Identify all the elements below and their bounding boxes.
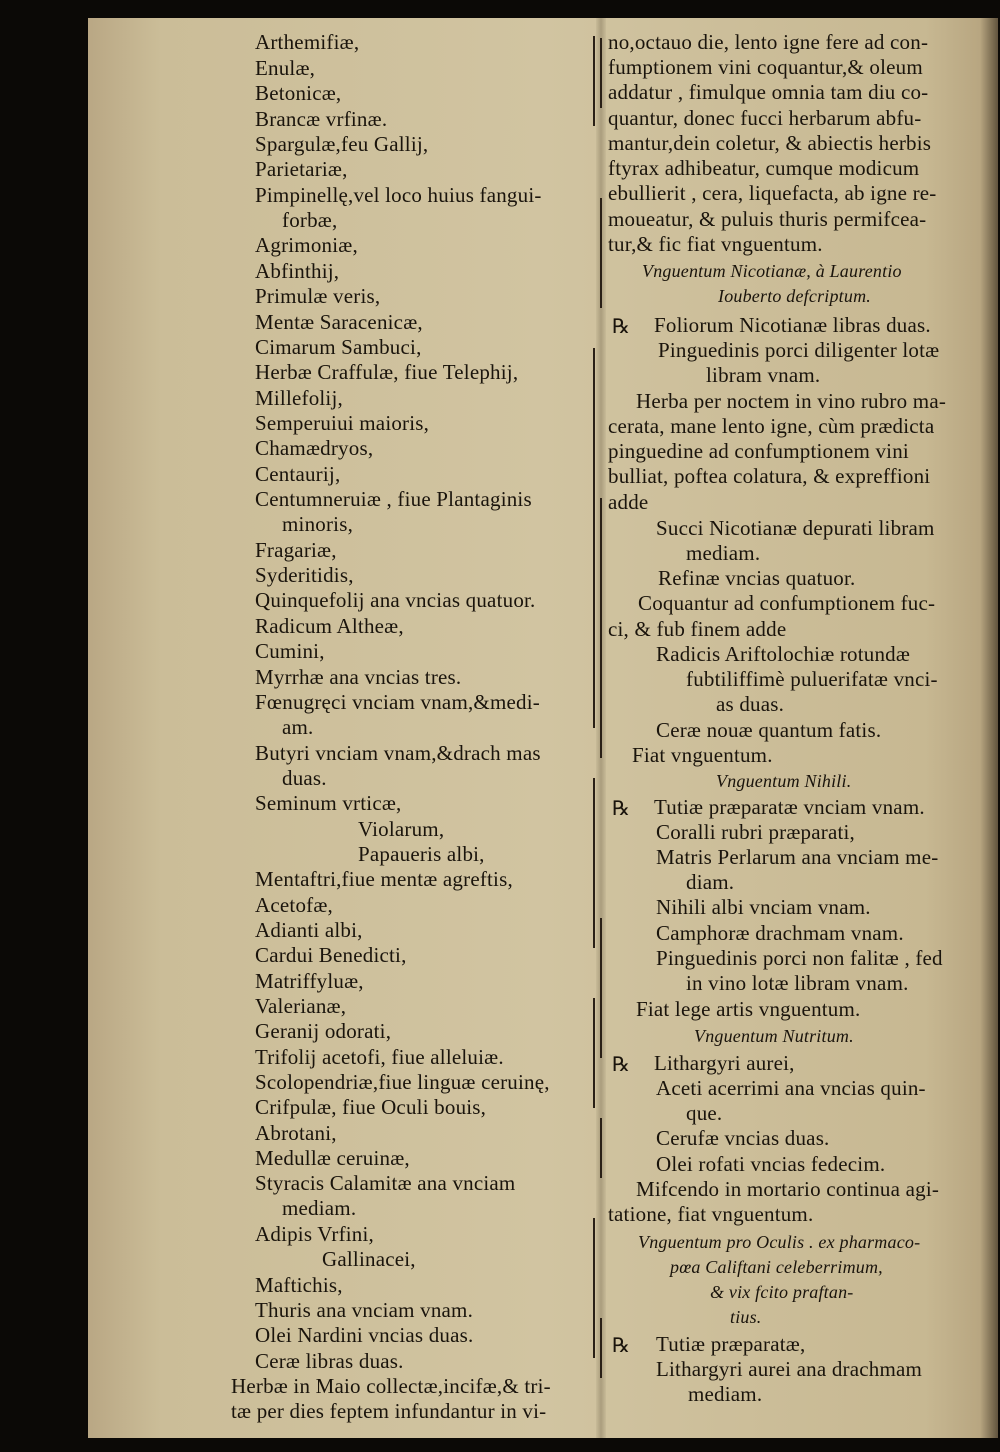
right-text-line: in vino lotæ libram vnam. — [686, 971, 909, 995]
recipe-symbol-icon: ℞ — [612, 1333, 630, 1357]
right-text-line: Vnguentum pro Oculis . ex pharmaco- — [638, 1232, 921, 1252]
right-text-line: Pinguedinis porci diligenter lotæ — [658, 338, 940, 362]
page-fold-shadow — [980, 18, 998, 1438]
left-text-line: Thuris ana vnciam vnam. — [255, 1298, 474, 1322]
right-text-line: mediam. — [686, 541, 761, 565]
left-text-line: Fœnugręci vnciam vnam,&medi- — [255, 690, 540, 714]
right-text-line: Aceti acerrimi ana vncias quin- — [656, 1076, 926, 1100]
left-text-line: duas. — [282, 766, 327, 790]
left-text-line: Spargulæ,feu Gallij, — [255, 132, 429, 156]
left-text-line: Geranij odorati, — [255, 1019, 392, 1043]
left-text-line: Violarum, — [358, 817, 445, 841]
right-text-line: ftyrax adhibeatur, cumque modicum — [608, 156, 920, 180]
right-text-line: addatur , fimulque omnia tam diu co- — [608, 80, 929, 104]
right-text-line: Nihili albi vnciam vnam. — [656, 895, 871, 919]
recipe-symbol-icon: ℞ — [612, 796, 630, 820]
left-text-line: Cimarum Sambuci, — [255, 335, 422, 359]
right-text-line: bulliat, poftea colatura, & expreffioni — [608, 464, 931, 488]
right-text-line: cerata, mane lento igne, cùm prædicta — [608, 414, 935, 438]
right-text-line: pœa Califtani celeberrimum, — [670, 1257, 883, 1277]
right-text-line: quantur, donec fucci herbarum abfu- — [608, 106, 922, 130]
right-text-line: no,octauo die, lento igne fere ad con- — [608, 30, 929, 54]
gutter-rule-mark — [593, 998, 595, 1108]
right-text-line: Fiat lege artis vnguentum. — [636, 997, 861, 1021]
right-text-line: Ceræ nouæ quantum fatis. — [656, 718, 882, 742]
gutter-rule-mark — [593, 348, 595, 728]
gutter-rule-mark — [600, 1318, 602, 1378]
right-text-line: moueatur, & puluis thuris permifcea- — [608, 207, 927, 231]
recipe-symbol-icon: ℞ — [612, 314, 630, 338]
left-text-line: Adipis Vrfini, — [255, 1222, 374, 1246]
left-text-line: Adianti albi, — [255, 918, 363, 942]
left-text-line: Betonicæ, — [255, 81, 342, 105]
right-text-line: Succi Nicotianæ depurati libram — [656, 516, 935, 540]
left-text-line: Seminum vrticæ, — [255, 791, 402, 815]
right-text-line: mantur,dein coletur, & abiectis herbis — [608, 131, 932, 155]
left-text-line: Acetofæ, — [255, 893, 333, 917]
left-text-line: Valerianæ, — [255, 994, 347, 1018]
right-text-line: mediam. — [688, 1382, 763, 1406]
right-text-line: que. — [686, 1101, 723, 1125]
right-text-line: Coquantur ad confumptionem fuc- — [638, 591, 936, 615]
right-text-line: fubtiliffimè puluerifatæ vnci- — [686, 667, 938, 691]
left-text-line: Brancæ vrfinæ. — [255, 107, 388, 131]
right-text-line: Olei rofati vncias fedecim. — [656, 1152, 886, 1176]
left-text-line: minoris, — [282, 512, 354, 536]
left-text-line: Trifolij acetofi, fiue alleluiæ. — [255, 1045, 504, 1069]
right-text-line: Tutiæ præparatæ vnciam vnam. — [654, 795, 925, 819]
right-text-line: tius. — [730, 1307, 762, 1327]
right-text-line: ebullierit , cera, liquefacta, ab igne re- — [608, 181, 937, 205]
right-text-line: fumptionem vini coquantur,& oleum — [608, 55, 923, 79]
left-text-line: Centumneruiæ , fiue Plantaginis — [255, 487, 532, 511]
left-text-line: Scolopendriæ,fiue linguæ ceruinę, — [255, 1070, 550, 1094]
right-text-line: Vnguentum Nutritum. — [694, 1026, 854, 1046]
right-text-line: Fiat vnguentum. — [632, 743, 773, 767]
right-text-line: Camphoræ drachmam vnam. — [656, 921, 904, 945]
right-text-line: Iouberto defcriptum. — [718, 286, 871, 306]
right-text-line: tur,& fic fiat vnguentum. — [608, 232, 823, 256]
gutter-rule-mark — [600, 1118, 602, 1178]
right-text-line: Lithargyri aurei, — [654, 1051, 795, 1075]
left-text-line: Olei Nardini vncias duas. — [255, 1323, 474, 1347]
left-text-line: Enulæ, — [255, 56, 316, 80]
left-text-line: Abfinthij, — [255, 259, 340, 283]
right-text-line: Pinguedinis porci non falitæ , fed — [656, 946, 943, 970]
right-text-line: Lithargyri aurei ana drachmam — [656, 1357, 923, 1381]
right-text-line: adde — [608, 490, 649, 514]
gutter-rule-mark — [600, 918, 602, 1058]
right-text-line: & vix fcito praftan- — [710, 1282, 854, 1302]
left-text-line: Ceræ libras duas. — [255, 1349, 404, 1373]
left-text-line: Gallinacei, — [322, 1247, 416, 1271]
left-text-line: Mentaftri,fiue mentæ agreftis, — [255, 867, 513, 891]
left-text-line: Herbæ in Maio collectæ,incifæ,& tri- — [231, 1374, 551, 1398]
left-text-line: Myrrhæ ana vncias tres. — [255, 665, 462, 689]
right-text-line: libram vnam. — [706, 363, 821, 387]
left-text-line: Maftichis, — [255, 1273, 343, 1297]
left-text-line: Quinquefolij ana vncias quatuor. — [255, 588, 536, 612]
left-text-line: Syderitidis, — [255, 563, 354, 587]
gutter-rule-mark — [600, 198, 602, 308]
left-text-line: Abrotani, — [255, 1121, 337, 1145]
right-text-line: Vnguentum Nihili. — [716, 771, 852, 791]
left-text-line: Matriffyluæ, — [255, 969, 364, 993]
right-text-line: Matris Perlarum ana vnciam me- — [656, 845, 939, 869]
left-text-line: Fragariæ, — [255, 538, 337, 562]
left-text-line: Millefolij, — [255, 386, 343, 410]
left-text-line: Radicum Altheæ, — [255, 614, 404, 638]
left-text-line: forbæ, — [282, 208, 338, 232]
left-text-line: Centaurij, — [255, 462, 341, 486]
left-text-line: Pimpinellę,vel loco huius fangui- — [255, 183, 542, 207]
left-text-line: mediam. — [282, 1196, 357, 1220]
left-text-line: Butyri vnciam vnam,&drach mas — [255, 741, 541, 765]
right-text-line: Foliorum Nicotianæ libras duas. — [654, 313, 931, 337]
left-text-line: Crifpulæ, fiue Oculi bouis, — [255, 1095, 487, 1119]
right-text-line: tatione, fiat vnguentum. — [608, 1202, 814, 1226]
gutter-rule-mark — [593, 36, 595, 126]
gutter-rule-mark — [593, 1218, 595, 1358]
right-text-line: ci, & fub finem adde — [608, 617, 787, 641]
left-text-line: Herbæ Craffulæ, fiue Telephij, — [255, 360, 519, 384]
left-text-line: Cardui Benedicti, — [255, 943, 407, 967]
gutter-rule-mark — [593, 778, 595, 948]
left-text-line: Parietariæ, — [255, 157, 348, 181]
right-text-line: Radicis Ariftolochiæ rotundæ — [656, 642, 911, 666]
book-page — [88, 18, 998, 1438]
left-text-line: Cumini, — [255, 639, 325, 663]
left-text-line: Styracis Calamitæ ana vnciam — [255, 1171, 516, 1195]
right-text-line: Cerufæ vncias duas. — [656, 1126, 830, 1150]
gutter-rule-mark — [600, 38, 602, 108]
right-text-line: Coralli rubri præparati, — [656, 820, 855, 844]
left-text-line: Primulæ veris, — [255, 284, 381, 308]
left-text-line: Agrimoniæ, — [255, 233, 358, 257]
right-text-line: Tutiæ præparatæ, — [656, 1332, 806, 1356]
left-text-line: Papaueris albi, — [358, 842, 485, 866]
right-text-line: pinguedine ad confumptionem vini — [608, 439, 909, 463]
right-text-line: Refinæ vncias quatuor. — [658, 566, 856, 590]
right-text-line: as duas. — [716, 692, 785, 716]
left-text-line: tæ per dies feptem infundantur in vi- — [231, 1399, 547, 1423]
recipe-symbol-icon: ℞ — [612, 1052, 630, 1076]
left-text-line: Semperuiui maioris, — [255, 411, 430, 435]
left-text-line: Chamædryos, — [255, 436, 374, 460]
left-text-line: Mentæ Saracenicæ, — [255, 310, 423, 334]
left-text-line: Arthemifiæ, — [255, 30, 360, 54]
left-text-line: Medullæ ceruinæ, — [255, 1146, 410, 1170]
right-text-line: Mifcendo in mortario continua agi- — [636, 1177, 940, 1201]
left-text-line: am. — [282, 715, 314, 739]
right-text-line: diam. — [686, 870, 735, 894]
right-text-line: Vnguentum Nicotianæ, à Laurentio — [642, 261, 902, 281]
right-text-line: Herba per noctem in vino rubro ma- — [636, 389, 947, 413]
gutter-rule-mark — [600, 498, 602, 758]
